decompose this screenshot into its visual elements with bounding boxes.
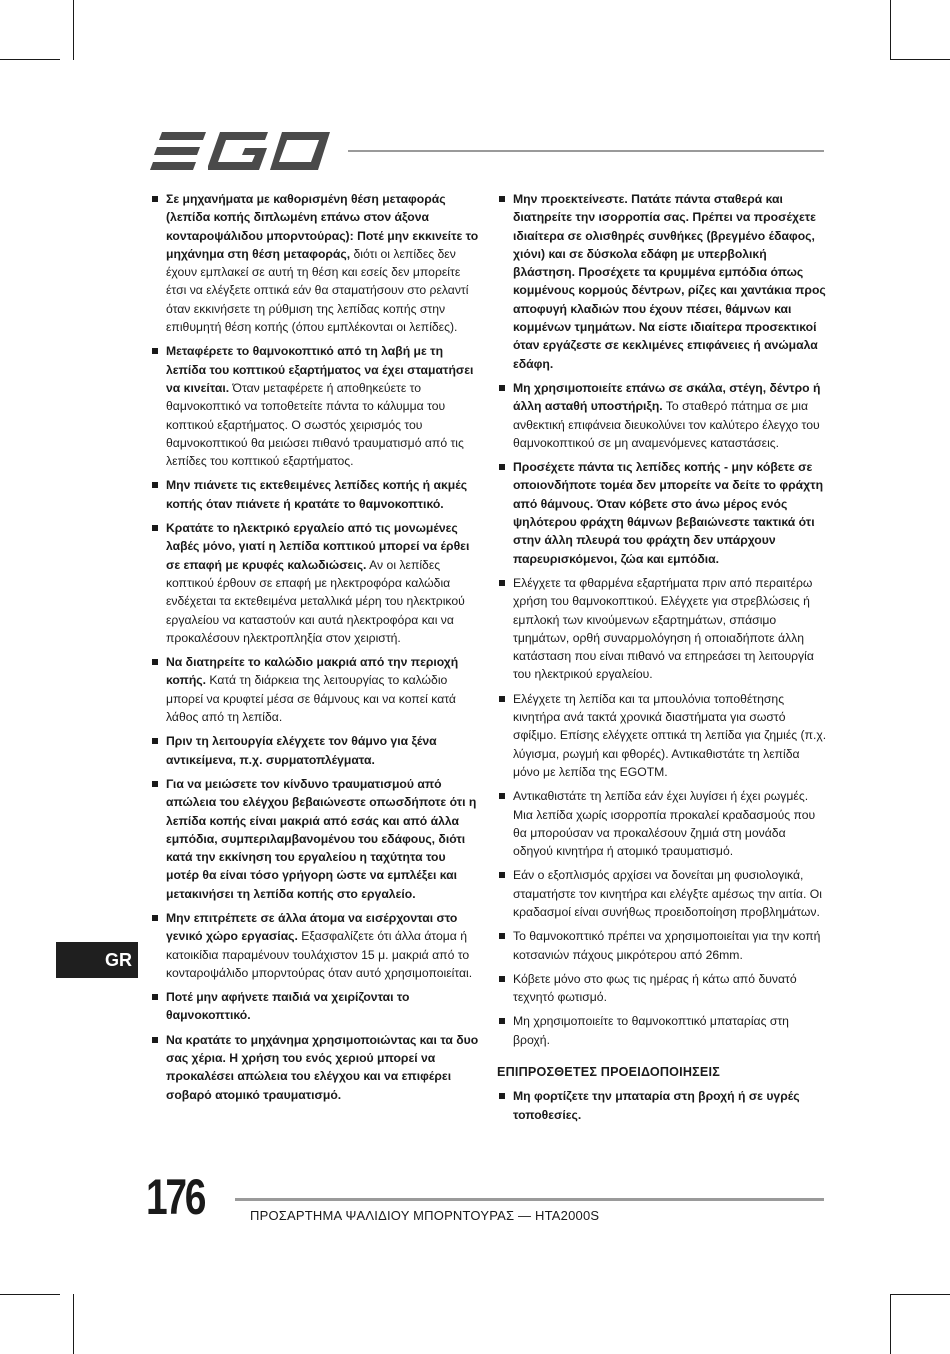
square-bullet-icon — [152, 781, 158, 787]
square-bullet-icon — [499, 1093, 505, 1099]
bullet-text: Αν οι λεπίδες κοπτικού έρθουν σε επαφή με ηλεκτροφόρα καλώδια ενδέχεται τα εκτεθειμένα μεταλλικά μέρη του ηλεκτρικού εργαλείου να καταστούν και αυτά ηλεκτροφόρα και να προκαλέσουν ηλεκτροπληξία στον χειριστή. — [166, 557, 465, 645]
bullet-item — [150, 476, 480, 513]
bullet-item — [150, 653, 480, 726]
bullet-item — [497, 190, 827, 373]
bullet-bold-text: Για να μειώσετε τον κίνδυνο τραυματισμού από απώλεια του ελέγχου βεβαιώνεστε οπωσδήποτε ότι η λεπίδα κοπής είναι μακριά από εσάς και από άλλα εμπόδια, συμπεριλαμβανομένου του εδάφους, διότι κατά την εκκίνηση του εργαλείου η ταχύτητα του μοτέρ θα είναι τόσο γρήγορη ώστε να εμπλέξει και μετακινήσει τη λεπίδα κοπής στο εργαλείο. — [166, 776, 477, 901]
crop-mark — [890, 0, 891, 60]
square-bullet-icon — [499, 976, 505, 982]
bullet-text: διότι οι λεπίδες δεν έχουν εμπλακεί σε αυτή τη θέση και εσείς δεν μπορείτε έτσι να ελέγξετε οπτικά εάν θα σταματήσουν στο ρελαντί όταν εκκινήσετε τη ρύθμιση της λεπίδας κοπής στην επιθυμητή θέση κοπής (όπου εμπλέκονται οι λεπίδες). — [166, 246, 469, 335]
bullet-item — [497, 574, 827, 684]
square-bullet-icon — [152, 1037, 158, 1043]
header-rule — [348, 150, 824, 152]
bullet-text: Αντικαθιστάτε τη λεπίδα εάν έχει λυγίσει ή έχει ρωγμές. Μια λεπίδα χωρίς ισορροπία προκαλεί κραδασμούς που θα μπορούσαν να προκαλέσουν ζημιά στη μονάδα οδηγού κινητήρα ή ατομικό τραυματισμό. — [513, 789, 816, 859]
page-number: 176 — [146, 1169, 205, 1225]
bullet-bold-text: Κρατάτε το ηλεκτρικό εργαλείο από τις μονωμένες λαβές μόνο, γιατί η λεπίδα κοπτικού μπορεί να έρθει σε επαφή με κρυφές καλωδιώσεις. — [166, 521, 470, 572]
bullet-item — [497, 1087, 827, 1124]
bullet-bold-text: Προσέχετε πάντα τις λεπίδες κοπής - μην κόβετε σε οποιονδήποτε τομέα δεν μπορείτε να δείτε το φράχτη από θάμνους. Όταν κόβετε στο άνω μέρος ενός ψηλότερου φράχτη θάμνων βεβαιώνεστε τακτικά ότι στην άλλη πλευρά του φράχτη δεν υπάρχουν παρευρισκόμενοι, ζώα και εμπόδια. — [513, 460, 824, 566]
bullet-bold-text: Να διατηρείτε το καλώδιο μακριά από την περιοχή κοπής. — [166, 655, 459, 688]
square-bullet-icon — [152, 659, 158, 665]
ego-logo — [150, 130, 330, 172]
bullet-item — [497, 458, 827, 568]
crop-mark — [0, 59, 60, 60]
bullet-bold-text: Να κρατάτε το μηχάνημα χρησιμοποιώντας και τα δυο σας χέρια. Η χρήση του ενός χεριού μπορεί να προκαλέσει απώλεια του ελέγχου και να επιφέρει σοβαρό ατομικό τραυματισμό. — [166, 1032, 479, 1102]
right-column — [497, 190, 827, 1130]
additional-section-items — [497, 1087, 827, 1124]
bullet-item — [497, 927, 827, 964]
bullet-text: Ελέγχετε τα φθαρμένα εξαρτήματα πριν από περαιτέρω χρήση του θαμνοκοπτικού. Ελέγχετε για στρεβλώσεις ή εμπλοκή των κινούμενων εξαρτημάτων, σπάσιμο τμημάτων, ορθή συναρμολόγηση ή οποιαδήποτε άλλη κατάσταση που είναι πιθανό να επηρεάσει τη λειτουργία του ηλεκτρικού εργαλείου. — [513, 575, 814, 682]
bullet-item — [150, 909, 480, 982]
bullet-bold-text: Ποτέ μην αφήνετε παιδιά να χειρίζονται το θαμνοκοπτικό. — [166, 990, 410, 1023]
square-bullet-icon — [499, 793, 505, 799]
square-bullet-icon — [152, 525, 158, 531]
bullet-bold-text: Πριν τη λειτουργία ελέγχετε τον θάμνο για ξένα αντικείμενα, π.χ. συρματοπλέγματα. — [166, 734, 437, 767]
bullet-item — [150, 519, 480, 647]
bullet-item — [150, 1031, 480, 1104]
footer-rule — [235, 1198, 824, 1201]
crop-mark — [73, 0, 74, 60]
left-column — [150, 190, 480, 1110]
language-tab: GR — [56, 942, 138, 978]
square-bullet-icon — [499, 580, 505, 586]
bullet-text: Κατά τη διάρκεια της λειτουργίας το καλώδιο μπορεί να κρυφτεί μέσα σε θάμνους και να κοπεί κατά λάθος από τη λεπίδα. — [166, 673, 456, 725]
crop-mark — [890, 1294, 950, 1295]
bullet-bold-text: Μη χρησιμοποιείτε επάνω σε σκάλα, στέγη, δέντρο ή άλλη ασταθή υποστήριξη. — [513, 380, 821, 414]
square-bullet-icon — [499, 872, 505, 878]
bullet-item — [150, 775, 480, 903]
square-bullet-icon — [499, 1018, 505, 1024]
bullet-item — [497, 690, 827, 781]
bullet-bold-text: Μην πιάνετε τις εκτεθειμένες λεπίδες κοπής ή ακμές κοπής όταν πιάνετε ή κρατάτε το θαμνοκοπτικό. — [166, 478, 468, 511]
square-bullet-icon — [152, 348, 158, 354]
bullet-item — [150, 342, 480, 470]
square-bullet-icon — [499, 696, 505, 702]
square-bullet-icon — [499, 464, 505, 470]
square-bullet-icon — [499, 385, 505, 391]
square-bullet-icon — [152, 196, 158, 202]
bullet-item — [497, 379, 827, 452]
bullet-item — [150, 732, 480, 769]
bullet-text: Κόβετε μόνο στο φως τις ημέρας ή κάτω από δυνατό τεχνητό φωτισμό. — [513, 971, 797, 1005]
bullet-text: Όταν μεταφέρετε ή αποθηκεύετε το θαμνοκοπτικό να τοποθετείτε πάντα το κάλυμμα του κοπτικού εξαρτήματος. Ο σωστός χειρισμός του θαμνοκοπτικού θα μειώσει πιθανό τραυματισμό από τις λεπίδες του κοπτικού εξαρτήματος. — [166, 380, 464, 469]
bullet-bold-text: Μην προεκτείνεστε. Πατάτε πάντα σταθερά και διατηρείτε την ισορροπία σας. Πρέπει να προσέχετε ιδιαίτερα σε ολισθηρές συνθήκες (βρεγμένο έδαφος, χιόνι) και σε δύσκολα εδάφη με υπερβολική βλάστηση. Προσέχετε τα κρυμμένα εμπόδια όπως κομμένους κορμούς δέντρων, ρίζες και χαντάκια προς αποφυγή κλαδιών που έχουν πέσει, θάμνων και κομμένων τμημάτων. Να είστε ιδιαίτερα προσεκτικοί όταν εργάζεστε σε κεκλιμένες επιφάνειες ή ανώμαλα εδάφη. — [513, 192, 826, 371]
bullet-item — [497, 866, 827, 921]
footer-title: ΠΡΟΣΑΡΤΗΜΑ ΨΑΛΙΔΙΟΥ ΜΠΟΡΝΤΟΥΡΑΣ — HTA2000S — [250, 1208, 600, 1223]
square-bullet-icon — [152, 738, 158, 744]
bullet-bold-text: Σε μηχανήματα με καθορισμένη θέση μεταφοράς (λεπίδα κοπής διπλωμένη επάνω στον άξονα κονταροψάλιδου μπορντούρας): Ποτέ μην εκκινείτε το μηχάνημα στη θέση μεταφοράς, — [166, 192, 479, 261]
bullet-item — [150, 988, 480, 1025]
square-bullet-icon — [152, 915, 158, 921]
bullet-text: Ελέγχετε τη λεπίδα και τα μπουλόνια τοποθέτησης κινητήρα ανά τακτά χρονικά διαστήματα για σωστό σφίξιμο. Επίσης ελέγχετε οπτικά τη λεπίδα για ζημιές (π.χ. λύγισμα, ρωγμή και φθορές). Αντικαθιστάτε τη λεπίδα μόνο με λεπίδα της EGOTM. — [513, 691, 827, 779]
bullet-text: Το σταθερό πάτημα σε μια ανθεκτική επιφάνεια διευκολύνει τον καλύτερο έλεγχο του θαμνοκοπτικού σε μη αναμενόμενες καταστάσεις. — [513, 399, 820, 450]
bullet-item — [497, 970, 827, 1007]
bullet-text: Εάν ο εξοπλισμός αρχίσει να δονείται μη φυσιολογικά, σταματήστε τον κινητήρα και ελέγξτε αμέσως την αιτία. Οι κραδασμοί είναι συνήθως προειδοποίηση προβλημάτων. — [513, 868, 822, 919]
bullet-item — [150, 190, 480, 336]
bullet-bold-text: Μη φορτίζετε την μπαταρία στη βροχή ή σε υγρές τοποθεσίες. — [513, 1089, 800, 1122]
right-column-items — [497, 190, 827, 1049]
bullet-item — [497, 787, 827, 860]
square-bullet-icon — [152, 994, 158, 1000]
square-bullet-icon — [152, 482, 158, 488]
crop-mark — [73, 1294, 74, 1354]
bullet-bold-text: Μεταφέρετε το θαμνοκοπτικό από τη λαβή με τη λεπίδα του κοπτικού εξαρτήματος να έχει σταματήσει να κινείται. — [166, 344, 474, 395]
bullet-item — [497, 1012, 827, 1049]
bullet-text: Το θαμνοκοπτικό πρέπει να χρησιμοποιείται για την κοπή κοτσανιών πάχους μικρότερου από 26mm. — [513, 929, 821, 962]
crop-mark — [890, 1294, 891, 1354]
bullet-text: Μη χρησιμοποιείτε το θαμνοκοπτικό μπαταρίας στη βροχή. — [513, 1014, 789, 1047]
bullet-bold-text: Μην επιτρέπετε σε άλλα άτομα να εισέρχονται στο γενικό χώρο εργασίας. — [166, 910, 458, 944]
square-bullet-icon — [499, 933, 505, 939]
bullet-text: Εξασφαλίζετε ότι άλλα άτομα ή κατοικίδια παραμένουν τουλάχιστον 15 μ. μακριά από το κονταροψάλιδο μπορντούρας όταν αυτό χρησιμοποιείται. — [166, 929, 473, 980]
crop-mark — [890, 59, 950, 60]
square-bullet-icon — [499, 196, 505, 202]
section-heading: ΕΠΙΠΡΟΣΘΕΤΕΣ ΠΡΟΕΙΔΟΠΟΙΗΣΕΙΣ — [497, 1065, 720, 1080]
crop-mark — [0, 1294, 60, 1295]
